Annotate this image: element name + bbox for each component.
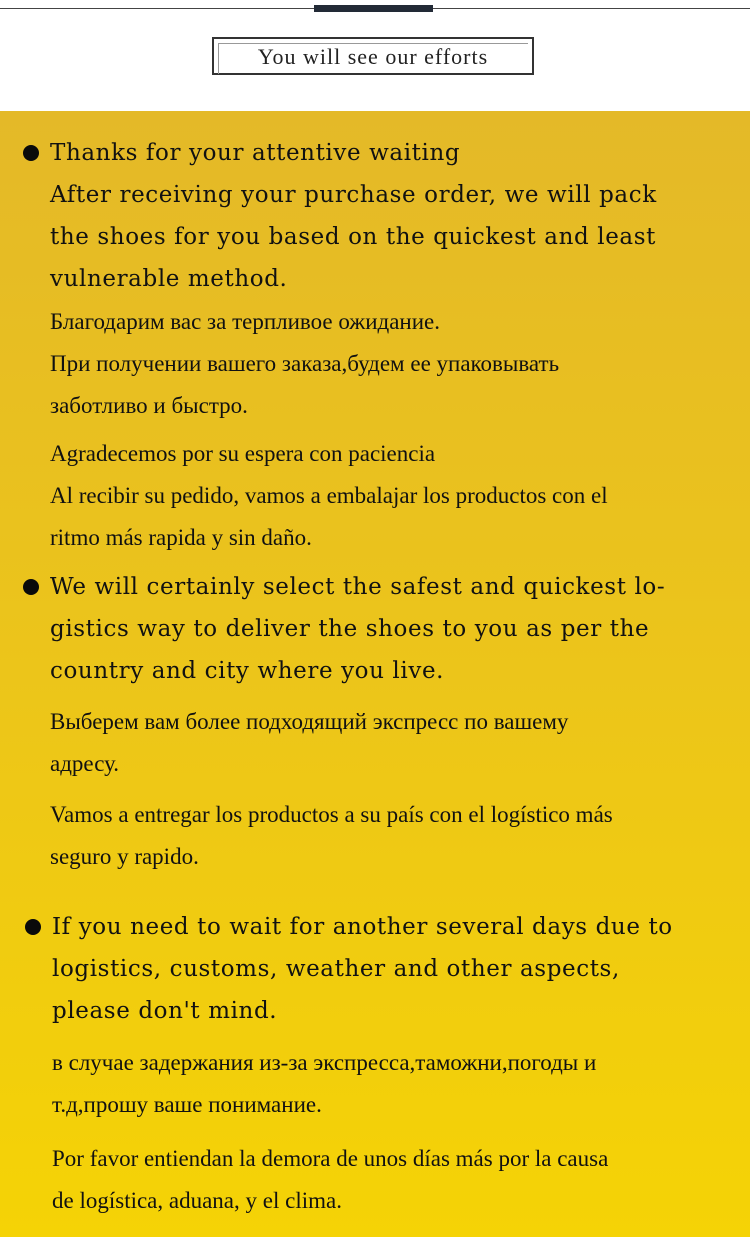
section-spanish-text: Vamos a entregar los productos a su país con el logístico más seguro y rapido. bbox=[50, 802, 613, 869]
bullet-icon bbox=[23, 579, 39, 595]
header bbox=[0, 0, 750, 111]
page-title: You will see our efforts bbox=[257, 44, 489, 69]
section-spanish-text: Por favor entiendan la demora de unos días más por la causa de logística, aduana, y el clima. bbox=[52, 1146, 609, 1213]
section-spanish-text: Agradecemos por su espera con paciencia Al recibir su pedido, vamos a embalajar los productos con el ritmo más rapida y sin daño. bbox=[50, 441, 608, 550]
section-english-text: We will certainly select the safest and quickest lo- gistics way to deliver the shoes to you as per the country and city where you live. bbox=[50, 574, 666, 684]
section-russian-text: Выберем вам более подходящий экспресс по вашему адресу. bbox=[50, 709, 569, 776]
bullet-icon bbox=[25, 919, 41, 935]
top-accent-bar bbox=[314, 5, 433, 12]
content-panel bbox=[0, 111, 750, 1237]
bottom-margin bbox=[0, 1237, 750, 1252]
bullet-icon bbox=[23, 145, 39, 161]
title-frame bbox=[212, 37, 534, 75]
section-russian-text: Благодарим вас за терпливое ожидание. При получении вашего заказа,будем ее упаковывать заботливо и быстро. bbox=[50, 309, 560, 418]
section-russian-text: в случае задержания из-за экспресса,таможни,погоды и т.д,прошу ваше понимание. bbox=[52, 1050, 597, 1117]
section-english-text: If you need to wait for another several days due to logistics, customs, weather and other aspects, please don't mind. bbox=[52, 914, 673, 1024]
section-english-text: Thanks for your attentive waiting After receiving your purchase order, we will pack the shoes for you based on the quickest and least vulnerable method. bbox=[50, 140, 657, 292]
